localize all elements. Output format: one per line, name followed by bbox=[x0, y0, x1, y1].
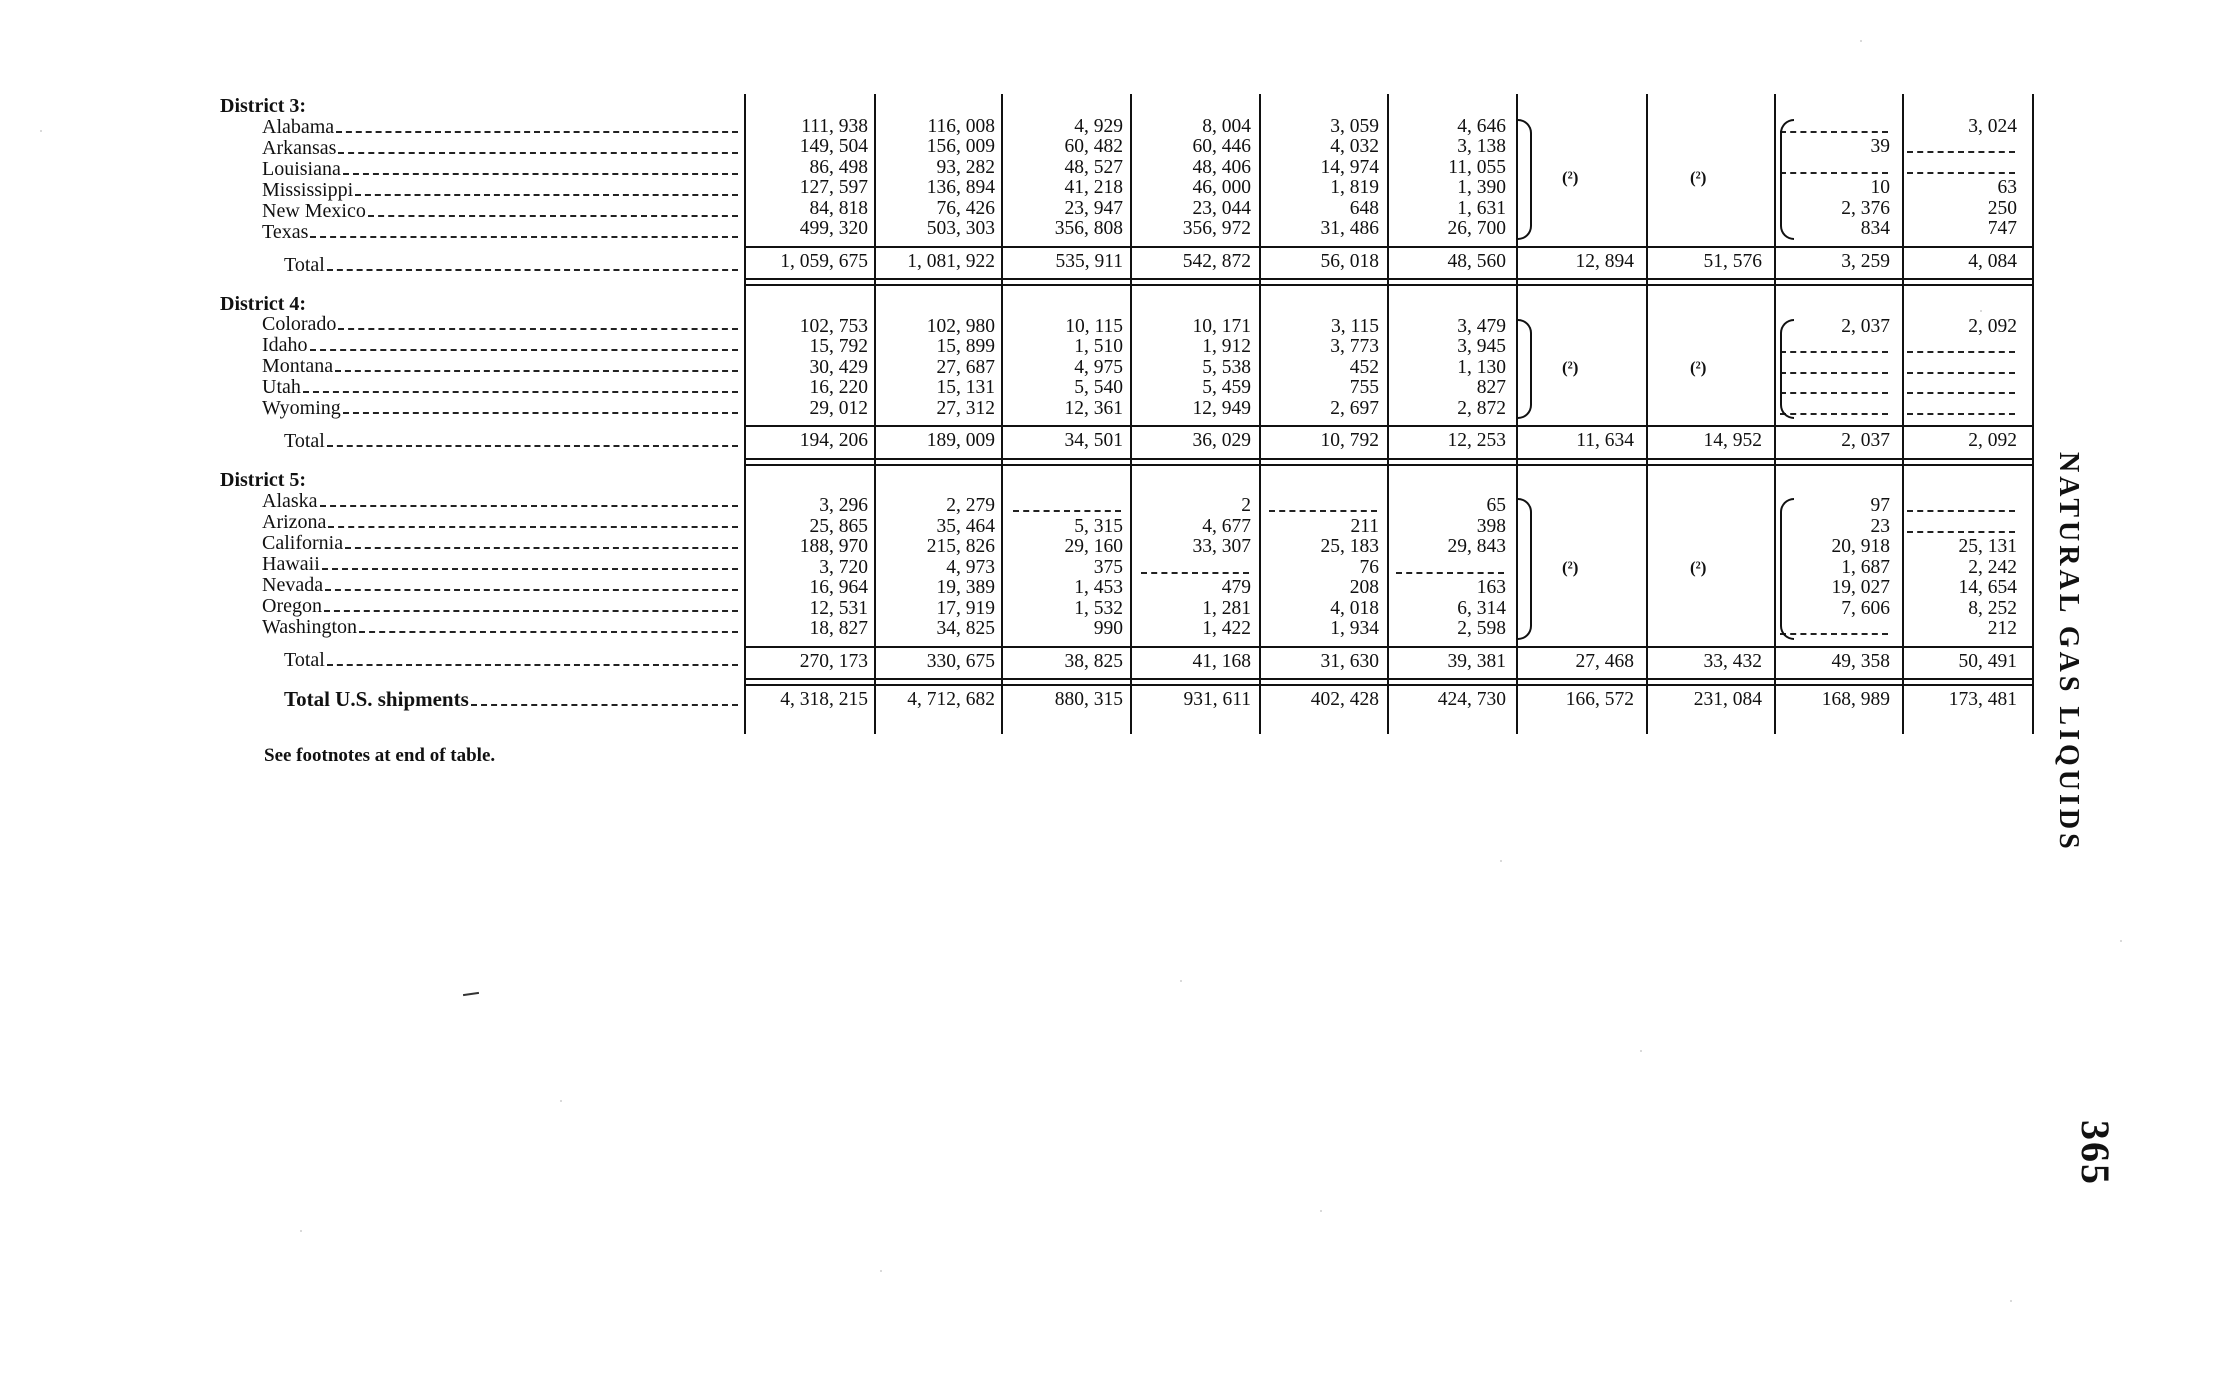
table-cell: 1, 281 bbox=[1202, 597, 1251, 619]
table-cell: 41, 168 bbox=[1192, 650, 1251, 672]
dot-leader bbox=[303, 391, 738, 393]
table-cell: 76 bbox=[1359, 556, 1379, 578]
table-cell: 208 bbox=[1349, 577, 1379, 598]
table-cell: 3, 296 bbox=[819, 495, 868, 516]
state-label-text: Hawaii bbox=[262, 553, 320, 575]
state-label bbox=[220, 596, 740, 617]
table-cell: 880, 315 bbox=[1054, 689, 1123, 710]
table-cell: 56, 018 bbox=[1320, 250, 1379, 272]
table-cell: 3, 773 bbox=[1330, 336, 1379, 357]
table-cell: 2, 092 bbox=[1968, 315, 2017, 337]
table-cell: 3, 720 bbox=[819, 556, 868, 578]
spacer bbox=[220, 452, 740, 470]
empty-cell-leader bbox=[1141, 560, 1249, 574]
table-cell: 35, 464 bbox=[936, 515, 995, 537]
table-cell: 34, 501 bbox=[1064, 430, 1123, 451]
table-cell: 1, 912 bbox=[1202, 336, 1251, 357]
table-cell: 827 bbox=[1476, 377, 1506, 398]
table-cell: 136, 894 bbox=[926, 177, 995, 198]
table-cell: 215, 826 bbox=[926, 536, 995, 557]
table-cell: 27, 312 bbox=[936, 397, 995, 419]
stray-ink-mark bbox=[463, 992, 479, 996]
table-cell: 398 bbox=[1476, 515, 1506, 537]
table-cell: 4, 018 bbox=[1330, 597, 1379, 619]
state-label-text: Wyoming bbox=[262, 398, 341, 419]
total-label bbox=[220, 431, 740, 452]
footnote-mark: (²) bbox=[1690, 357, 1707, 377]
dot-leader bbox=[310, 349, 738, 351]
table-cell: 30, 429 bbox=[809, 356, 868, 378]
table-cell: 212 bbox=[1987, 618, 2017, 639]
table-cell: 1, 059, 675 bbox=[780, 250, 868, 272]
empty-cell-leader bbox=[1780, 380, 1888, 394]
table-cell: 20, 918 bbox=[1831, 536, 1890, 557]
table-cell: 5, 315 bbox=[1074, 515, 1123, 537]
footnote-mark: (²) bbox=[1690, 168, 1707, 187]
rule bbox=[744, 646, 2034, 648]
empty-cell-leader bbox=[1907, 498, 2015, 512]
paper-speckle bbox=[40, 130, 42, 132]
table-cell: 6, 314 bbox=[1457, 597, 1506, 619]
table-cell: 12, 949 bbox=[1192, 397, 1251, 419]
paper-speckle bbox=[1180, 980, 1182, 982]
table-cell: 19, 389 bbox=[936, 577, 995, 598]
table-cell: 4, 973 bbox=[946, 556, 995, 578]
state-label-text: Mississippi bbox=[262, 179, 354, 201]
state-label bbox=[220, 201, 740, 222]
total-label-text: Total bbox=[284, 649, 325, 671]
state-label bbox=[220, 180, 740, 201]
table-cell: 2, 872 bbox=[1457, 397, 1506, 419]
district-heading bbox=[220, 294, 740, 315]
table-cell: 1, 453 bbox=[1074, 577, 1123, 598]
dot-leader bbox=[310, 236, 738, 238]
dot-leader bbox=[324, 610, 738, 612]
rule bbox=[744, 246, 2034, 248]
left-brace bbox=[1780, 498, 1794, 640]
table-cell: 63 bbox=[1997, 177, 2017, 198]
table-cell: 8, 004 bbox=[1202, 115, 1251, 137]
table-cell: 11, 634 bbox=[1576, 430, 1634, 451]
table-cell: 49, 358 bbox=[1831, 650, 1890, 672]
table-cell: 29, 843 bbox=[1447, 536, 1506, 557]
table-cell: 4, 975 bbox=[1074, 356, 1123, 378]
table-cell: 33, 432 bbox=[1703, 650, 1762, 672]
table-cell: 25, 865 bbox=[809, 515, 868, 537]
footnote-mark: (²) bbox=[1690, 557, 1707, 577]
empty-cell-leader bbox=[1780, 339, 1888, 353]
footnote-mark: (²) bbox=[1562, 168, 1579, 187]
table-cell: 10, 171 bbox=[1192, 315, 1251, 337]
table-cell: 17, 919 bbox=[936, 597, 995, 619]
state-label bbox=[220, 335, 740, 356]
paper-speckle bbox=[1500, 860, 1502, 862]
page-number: 365 bbox=[2073, 1120, 2118, 1186]
table-cell: 1, 422 bbox=[1202, 618, 1251, 639]
state-label-text: Utah bbox=[262, 377, 301, 398]
empty-cell-leader bbox=[1907, 380, 2015, 394]
table-cell: 270, 173 bbox=[799, 650, 868, 672]
state-label bbox=[220, 398, 740, 419]
state-label bbox=[220, 159, 740, 180]
table-cell: 2, 376 bbox=[1841, 197, 1890, 219]
table-cell: 14, 952 bbox=[1703, 430, 1762, 451]
table-cell: 23, 947 bbox=[1064, 197, 1123, 219]
left-brace bbox=[1780, 319, 1794, 420]
paper-speckle bbox=[880, 1270, 882, 1272]
table-cell: 50, 491 bbox=[1958, 650, 2017, 672]
table-cell: 499, 320 bbox=[799, 218, 868, 239]
table-cell: 211 bbox=[1350, 515, 1379, 537]
state-label-text: Louisiana bbox=[262, 158, 341, 180]
paper-speckle bbox=[2010, 1300, 2012, 1302]
table-cell: 86, 498 bbox=[809, 156, 868, 178]
table-cell: 33, 307 bbox=[1192, 536, 1251, 557]
district-heading-text: District 5: bbox=[220, 469, 307, 491]
total-label bbox=[220, 650, 740, 671]
grand-total-label bbox=[220, 689, 740, 711]
table-cell: 48, 560 bbox=[1447, 250, 1506, 272]
double-rule bbox=[744, 678, 2034, 686]
running-head: NATURAL GAS LIQUIDS bbox=[2053, 452, 2084, 853]
table-cell: 48, 527 bbox=[1064, 156, 1123, 178]
table-cell: 330, 675 bbox=[926, 650, 995, 672]
total-label-text: Total bbox=[284, 431, 325, 452]
table-cell: 51, 576 bbox=[1703, 250, 1762, 272]
state-label bbox=[220, 512, 740, 533]
dot-leader bbox=[336, 131, 738, 133]
table-cell: 356, 808 bbox=[1054, 218, 1123, 239]
state-label-text: Washington bbox=[262, 616, 358, 638]
table-cell: 34, 825 bbox=[936, 618, 995, 639]
dot-leader bbox=[335, 370, 738, 372]
left-brace bbox=[1780, 119, 1794, 240]
paper-speckle bbox=[2120, 940, 2122, 942]
state-label bbox=[220, 533, 740, 554]
table-cell: 3, 479 bbox=[1457, 315, 1506, 337]
district-heading-text: District 3: bbox=[220, 95, 307, 117]
right-brace bbox=[1518, 498, 1532, 640]
double-rule bbox=[744, 278, 2034, 286]
table-cell: 39, 381 bbox=[1447, 650, 1506, 672]
empty-cell-leader bbox=[1907, 339, 2015, 353]
right-brace bbox=[1518, 319, 1532, 420]
table-cell: 102, 980 bbox=[926, 315, 995, 337]
table-cell: 12, 531 bbox=[809, 597, 868, 619]
paper-speckle bbox=[1860, 40, 1862, 42]
dot-leader bbox=[471, 704, 738, 706]
table-cell: 3, 138 bbox=[1457, 136, 1506, 157]
dot-leader bbox=[345, 547, 738, 549]
table-cell: 97 bbox=[1870, 495, 1890, 516]
table-cell: 111, 938 bbox=[801, 115, 868, 137]
table-cell: 4, 084 bbox=[1968, 250, 2017, 272]
paper-speckle bbox=[1980, 310, 1982, 312]
table-cell: 1, 390 bbox=[1457, 177, 1506, 198]
table-cell: 14, 654 bbox=[1958, 577, 2017, 598]
table-cell: 1, 532 bbox=[1074, 597, 1123, 619]
table-cell: 156, 009 bbox=[926, 136, 995, 157]
table-cell: 648 bbox=[1349, 197, 1379, 219]
table-cell: 1, 130 bbox=[1457, 356, 1506, 378]
dot-leader bbox=[328, 526, 738, 528]
state-label bbox=[220, 222, 740, 243]
table-cell: 25, 131 bbox=[1958, 536, 2017, 557]
spacer bbox=[220, 671, 740, 689]
table-cell: 542, 872 bbox=[1182, 250, 1251, 272]
table-cell: 188, 970 bbox=[799, 536, 868, 557]
table-cell: 29, 012 bbox=[809, 397, 868, 419]
empty-cell-leader bbox=[1907, 160, 2015, 174]
empty-cell-leader bbox=[1780, 119, 1888, 133]
grand-total-text: Total U.S. shipments bbox=[284, 688, 469, 711]
state-label-text: Alabama bbox=[262, 116, 335, 138]
empty-cell-leader bbox=[1907, 401, 2015, 415]
column-rule bbox=[744, 94, 746, 734]
table-cell: 10 bbox=[1870, 177, 1890, 198]
table-cell: 834 bbox=[1860, 218, 1890, 239]
state-label bbox=[220, 377, 740, 398]
table-cell: 503, 303 bbox=[926, 218, 995, 239]
table-cell: 31, 630 bbox=[1320, 650, 1379, 672]
empty-cell-leader bbox=[1907, 360, 2015, 374]
district-heading bbox=[220, 470, 740, 491]
footnote-reference: See footnotes at end of table. bbox=[264, 745, 496, 766]
table-cell: 3, 259 bbox=[1841, 250, 1890, 272]
table-cell: 38, 825 bbox=[1064, 650, 1123, 672]
column-rule bbox=[2032, 94, 2034, 734]
dot-leader bbox=[322, 568, 738, 570]
empty-cell-leader bbox=[1396, 560, 1504, 574]
table-cell: 15, 131 bbox=[936, 377, 995, 398]
table-cell: 29, 160 bbox=[1064, 536, 1123, 557]
table-cell: 19, 027 bbox=[1831, 577, 1890, 598]
table-cell: 12, 361 bbox=[1064, 397, 1123, 419]
table-cell: 168, 989 bbox=[1821, 689, 1890, 710]
table-cell: 173, 481 bbox=[1948, 689, 2017, 710]
table-cell: 4, 646 bbox=[1457, 115, 1506, 137]
dot-leader bbox=[355, 194, 738, 196]
state-label-text: Montana bbox=[262, 356, 334, 377]
state-label-text: Arizona bbox=[262, 511, 327, 533]
empty-cell-leader bbox=[1780, 401, 1888, 415]
table-cell: 31, 486 bbox=[1320, 218, 1379, 239]
table-cell: 3, 024 bbox=[1968, 115, 2017, 137]
table-cell: 375 bbox=[1093, 556, 1123, 578]
table-cell: 16, 220 bbox=[809, 377, 868, 398]
state-label-text: Oregon bbox=[262, 595, 322, 617]
table-cell: 84, 818 bbox=[809, 197, 868, 219]
dot-leader bbox=[343, 412, 738, 414]
table-cell: 755 bbox=[1349, 377, 1379, 398]
table-cell: 15, 899 bbox=[936, 336, 995, 357]
table-cell: 14, 974 bbox=[1320, 156, 1379, 178]
table-cell: 1, 510 bbox=[1074, 336, 1123, 357]
table-cell: 2, 598 bbox=[1457, 618, 1506, 639]
row-labels bbox=[220, 96, 740, 711]
empty-cell-leader bbox=[1907, 139, 2015, 153]
table-cell: 26, 700 bbox=[1447, 218, 1506, 239]
table-cell: 990 bbox=[1093, 618, 1123, 639]
table-cell: 10, 115 bbox=[1065, 315, 1123, 337]
dot-leader bbox=[325, 589, 738, 591]
dot-leader bbox=[327, 269, 738, 271]
table-cell: 60, 446 bbox=[1192, 136, 1251, 157]
table-cell: 23 bbox=[1870, 515, 1890, 537]
table-cell: 27, 687 bbox=[936, 356, 995, 378]
table-cell: 189, 009 bbox=[926, 430, 995, 451]
double-rule bbox=[744, 458, 2034, 466]
footnote-mark: (²) bbox=[1562, 557, 1579, 577]
table-cell: 39 bbox=[1870, 136, 1890, 157]
table-cell: 3, 059 bbox=[1330, 115, 1379, 137]
table-cell: 12, 894 bbox=[1575, 250, 1634, 272]
table-cell: 163 bbox=[1476, 577, 1506, 598]
state-label bbox=[220, 117, 740, 138]
table-cell: 2, 092 bbox=[1968, 430, 2017, 451]
table-cell: 2, 037 bbox=[1841, 315, 1890, 337]
table-cell: 16, 964 bbox=[809, 577, 868, 598]
table-cell: 36, 029 bbox=[1192, 430, 1251, 451]
table-cell: 11, 055 bbox=[1448, 156, 1506, 178]
table-cell: 41, 218 bbox=[1064, 177, 1123, 198]
state-label-text: Colorado bbox=[262, 314, 337, 335]
table-cell: 479 bbox=[1221, 577, 1251, 598]
table-cell: 4, 677 bbox=[1202, 515, 1251, 537]
empty-cell-leader bbox=[1780, 160, 1888, 174]
district-heading-text: District 4: bbox=[220, 292, 307, 315]
table-cell: 8, 252 bbox=[1968, 597, 2017, 619]
table-cell: 48, 406 bbox=[1192, 156, 1251, 178]
dot-leader bbox=[327, 664, 738, 666]
table-cell: 356, 972 bbox=[1182, 218, 1251, 239]
state-label-text: Idaho bbox=[262, 335, 308, 356]
table-cell: 931, 611 bbox=[1183, 689, 1251, 710]
table-cell: 7, 606 bbox=[1841, 597, 1890, 619]
column-rule bbox=[1646, 94, 1648, 734]
table-cell: 250 bbox=[1987, 197, 2017, 219]
table-cell: 1, 819 bbox=[1330, 177, 1379, 198]
state-label-text: New Mexico bbox=[262, 200, 366, 222]
table-cell: 747 bbox=[1987, 218, 2017, 239]
dot-leader bbox=[320, 505, 738, 507]
total-label-text: Total bbox=[284, 254, 325, 276]
empty-cell-leader bbox=[1269, 498, 1377, 512]
table-cell: 4, 318, 215 bbox=[780, 689, 868, 710]
table-cell: 23, 044 bbox=[1192, 197, 1251, 219]
dot-leader bbox=[327, 445, 738, 447]
table-cell: 166, 572 bbox=[1565, 689, 1634, 710]
table-cell: 2, 242 bbox=[1968, 556, 2017, 578]
table-cell: 1, 687 bbox=[1841, 556, 1890, 578]
empty-cell-leader bbox=[1780, 360, 1888, 374]
table-cell: 5, 459 bbox=[1202, 377, 1251, 398]
state-label bbox=[220, 314, 740, 335]
table-cell: 76, 426 bbox=[936, 197, 995, 219]
table-cell: 535, 911 bbox=[1055, 250, 1123, 272]
paper-speckle bbox=[560, 1100, 562, 1102]
right-brace bbox=[1518, 119, 1532, 240]
paper-speckle bbox=[1320, 1210, 1322, 1212]
table-cell: 4, 929 bbox=[1074, 115, 1123, 137]
state-label-text: Alaska bbox=[262, 490, 318, 512]
state-label-text: California bbox=[262, 532, 344, 554]
table-cell: 2, 279 bbox=[946, 495, 995, 516]
table-cell: 1, 631 bbox=[1457, 197, 1506, 219]
table-cell: 27, 468 bbox=[1575, 650, 1634, 672]
paper-speckle bbox=[1640, 1050, 1642, 1052]
total-label bbox=[220, 255, 740, 276]
rule bbox=[744, 425, 2034, 427]
footnote-mark: (²) bbox=[1562, 357, 1579, 377]
empty-cell-leader bbox=[1780, 621, 1888, 635]
table-cell: 65 bbox=[1486, 495, 1506, 516]
table-cell: 452 bbox=[1349, 356, 1379, 378]
spacer bbox=[220, 276, 740, 294]
table-cell: 60, 482 bbox=[1064, 136, 1123, 157]
table-cell: 149, 504 bbox=[799, 136, 868, 157]
dot-leader bbox=[338, 152, 738, 154]
table-cell: 231, 084 bbox=[1693, 689, 1762, 710]
state-label bbox=[220, 554, 740, 575]
state-label bbox=[220, 138, 740, 159]
table-cell: 93, 282 bbox=[936, 156, 995, 178]
table-cell: 12, 253 bbox=[1447, 430, 1506, 451]
table-cell: 15, 792 bbox=[809, 336, 868, 357]
table-cell: 25, 183 bbox=[1320, 536, 1379, 557]
table-cell: 2, 037 bbox=[1841, 430, 1890, 451]
state-label bbox=[220, 575, 740, 596]
empty-cell-leader bbox=[1013, 498, 1121, 512]
state-label-text: Texas bbox=[262, 221, 309, 243]
table-cell: 102, 753 bbox=[799, 315, 868, 337]
table-cell: 402, 428 bbox=[1310, 689, 1379, 710]
table-cell: 5, 540 bbox=[1074, 377, 1123, 398]
table-cell: 5, 538 bbox=[1202, 356, 1251, 378]
paper-speckle bbox=[300, 1230, 302, 1232]
table-cell: 4, 032 bbox=[1330, 136, 1379, 157]
table-cell: 424, 730 bbox=[1437, 689, 1506, 710]
table-cell: 127, 597 bbox=[799, 177, 868, 198]
state-label-text: Nevada bbox=[262, 574, 324, 596]
state-label bbox=[220, 356, 740, 377]
table-cell: 46, 000 bbox=[1192, 177, 1251, 198]
dot-leader bbox=[359, 631, 738, 633]
table-cell: 3, 115 bbox=[1330, 315, 1379, 337]
table-cell: 1, 934 bbox=[1330, 618, 1379, 639]
dot-leader bbox=[343, 173, 738, 175]
state-label bbox=[220, 617, 740, 638]
table-cell: 4, 712, 682 bbox=[907, 689, 995, 710]
district-heading bbox=[220, 96, 740, 117]
table-cell: 3, 945 bbox=[1457, 336, 1506, 357]
table-cell: 1, 081, 922 bbox=[907, 250, 995, 272]
dot-leader bbox=[368, 215, 738, 217]
table-cell: 194, 206 bbox=[799, 430, 868, 451]
dot-leader bbox=[338, 328, 738, 330]
state-label-text: Arkansas bbox=[262, 137, 337, 159]
table-cell: 10, 792 bbox=[1320, 430, 1379, 451]
table-cell: 2 bbox=[1241, 495, 1251, 516]
table-cell: 116, 008 bbox=[927, 115, 995, 137]
table-cell: 18, 827 bbox=[809, 618, 868, 639]
table-cell: 2, 697 bbox=[1330, 397, 1379, 419]
empty-cell-leader bbox=[1907, 519, 2015, 533]
state-label bbox=[220, 491, 740, 512]
